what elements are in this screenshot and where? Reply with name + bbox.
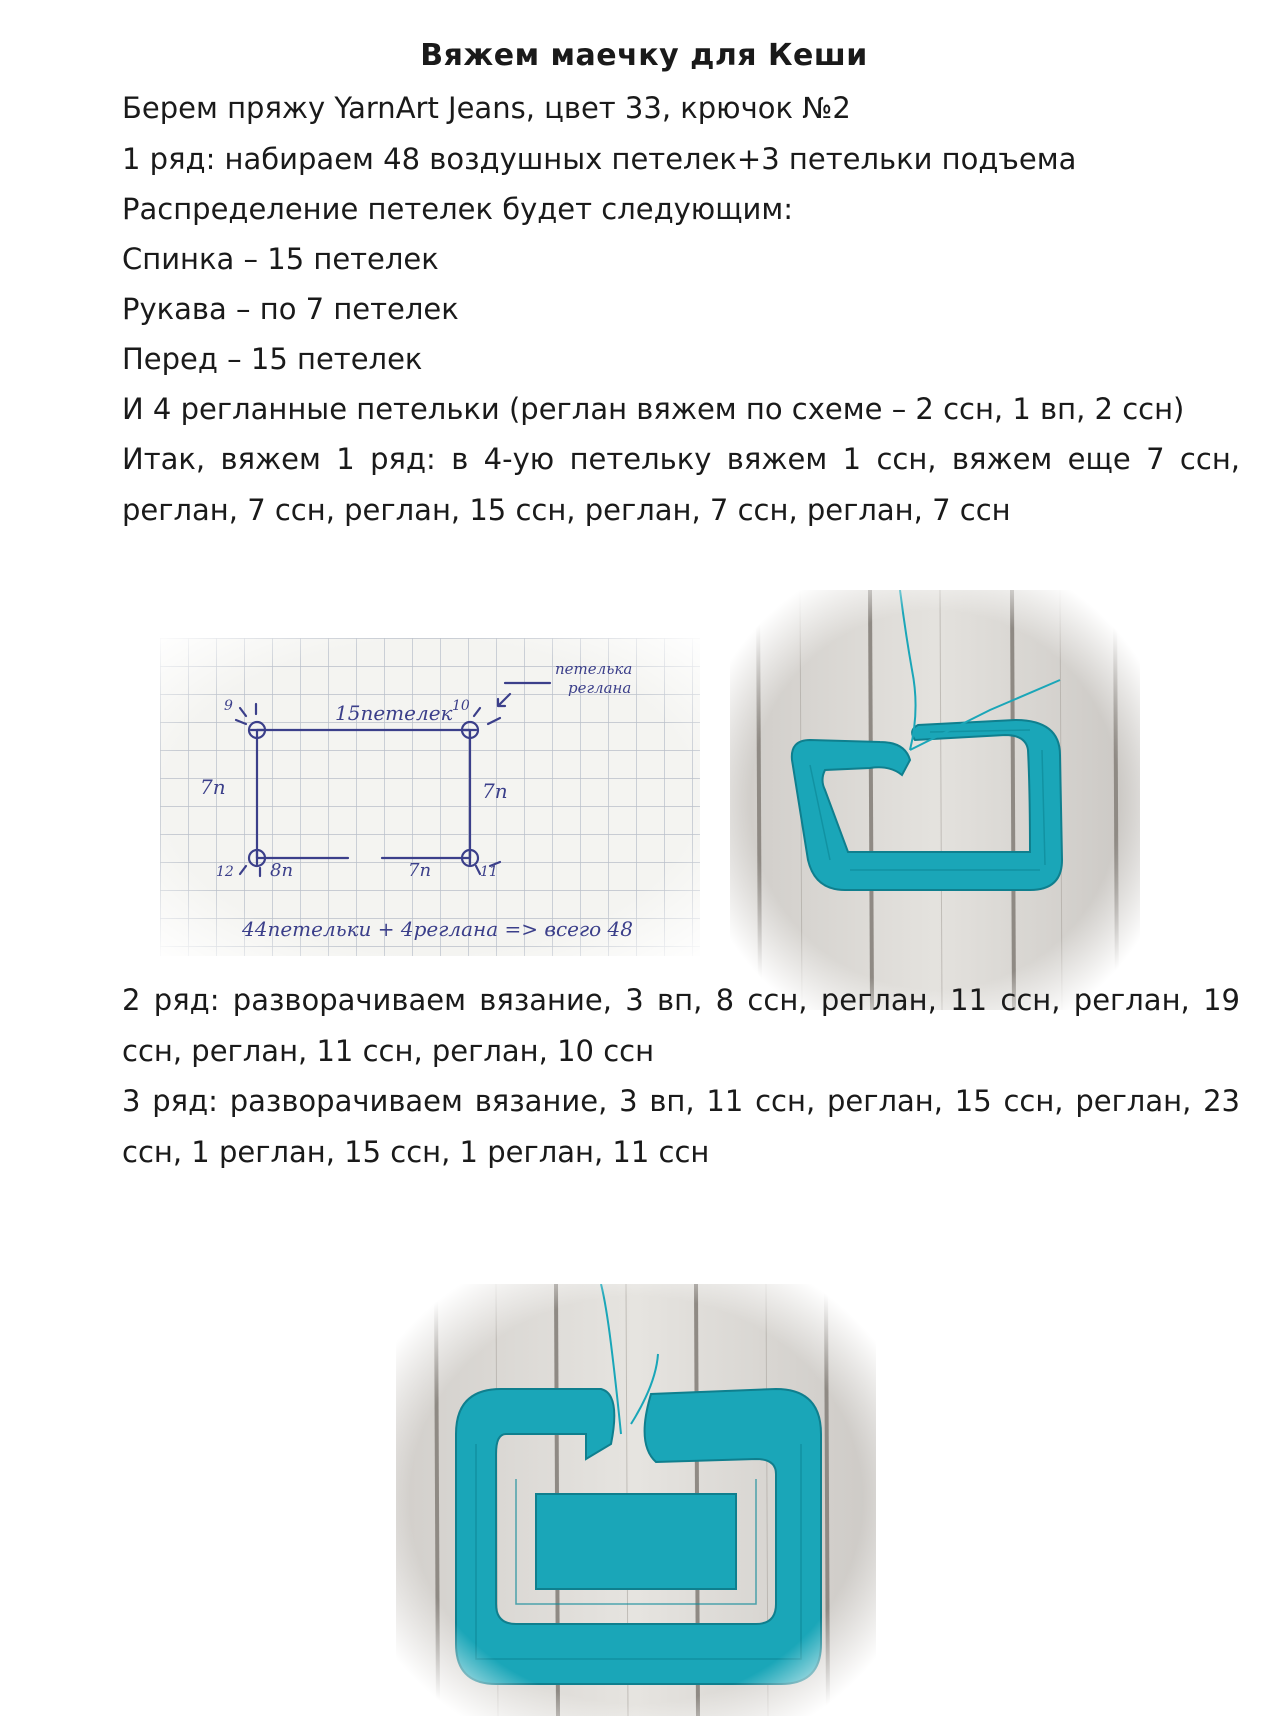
sketch-label-12: 12	[216, 864, 234, 880]
sketch-label-right: 7п	[482, 779, 508, 803]
text-line-row3-a: 3 ряд: разворачиваем вязание, 3 вп, 11 ссн, реглан, 15 ссн, реглан, 23	[122, 1084, 1240, 1118]
text-line-row2-b: ссн, реглан, 11 ссн, реглан, 10 ссн	[122, 1034, 655, 1068]
page-title: Вяжем маечку для Кеши	[420, 38, 868, 73]
text-line-row1-detail-a: Итак, вяжем 1 ряд: в 4-ую петельку вяжем 1 ссн, вяжем еще 7 ссн,	[122, 442, 1240, 476]
sketch-label-10: 10	[452, 698, 470, 714]
text-line-row3-b: ссн, 1 реглан, 15 ссн, 1 реглан, 11 ссн	[122, 1135, 710, 1169]
text-line-row1: 1 ряд: набираем 48 воздушных петелек+3 петельки подъема	[122, 142, 1077, 176]
sketch-diagram	[160, 638, 700, 956]
sketch-label-11: 11	[480, 864, 498, 880]
sketch-label-left: 7п	[200, 775, 226, 799]
text-line-yarn: Берем пряжу YarnArt Jeans, цвет 33, крючок №2	[122, 91, 851, 125]
sketch-label-raglan-1: петелька	[555, 660, 633, 678]
text-line-row1-detail-b: реглан, 7 ссн, реглан, 15 ссн, реглан, 7 ссн, реглан, 7 ссн	[122, 493, 1011, 527]
sketch-label-bottom-left: 8п	[270, 860, 294, 881]
sketch-label-top: 15петелек	[335, 701, 453, 725]
text-line-sleeves: Рукава – по 7 петелек	[122, 292, 459, 326]
sketch-formula: 44петельки + 4реглана => всего 48	[242, 917, 633, 941]
sketch-label-9: 9	[224, 698, 233, 714]
photo-row1	[730, 590, 1140, 1010]
text-line-back: Спинка – 15 петелек	[122, 242, 439, 276]
text-line-distribution: Распределение петелек будет следующим:	[122, 192, 794, 226]
photo-row3	[396, 1284, 876, 1716]
text-line-front: Перед – 15 петелек	[122, 342, 423, 376]
sketch-label-raglan-2: реглана	[568, 679, 632, 697]
text-line-row2-a: 2 ряд: разворачиваем вязание, 3 вп, 8 ссн, реглан, 11 ссн, реглан, 19	[122, 983, 1240, 1017]
text-line-raglan: И 4 регланные петельки (реглан вяжем по схеме – 2 ссн, 1 вп, 2 ссн)	[122, 392, 1185, 426]
sketch-label-bottom-right: 7п	[408, 860, 432, 881]
